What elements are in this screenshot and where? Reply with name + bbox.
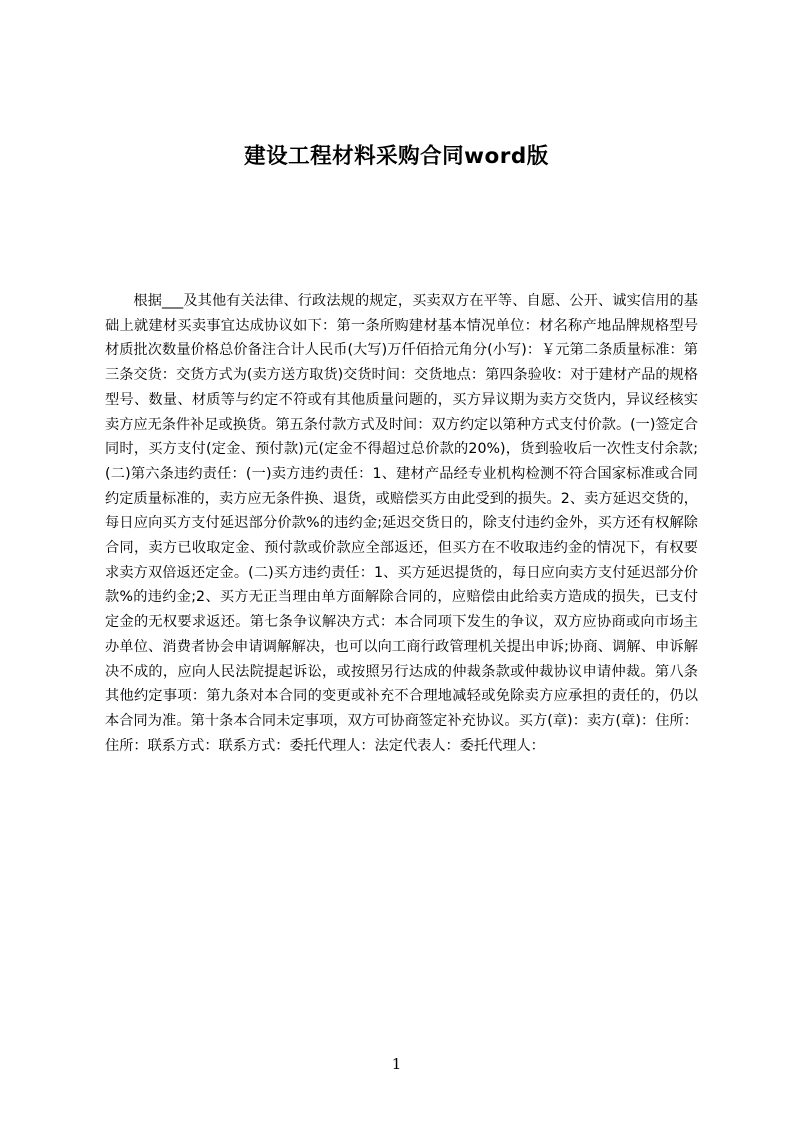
page-number: 1 [391, 1055, 402, 1073]
document-title: 建设工程材料采购合同word版 [244, 144, 549, 169]
contract-body-paragraph: 根据___及其他有关法律、行政法规的规定，买卖双方在平等、自愿、公开、诚实信用的基础上就建材买卖事宜达成协议如下：第一条所购建材基本情况单位：材名称产地品牌规格型号材质批次数量价格总价备注合计人民币(大写)万仟佰拾元角分(小写)：￥元第二条质量标准：第三条交货：交货方式为(卖方送方取货)交货时间：交货地点：第四条验收：对于建材产品的规格型号、数量、材质等与约定不符或有其他质量问题的，买方异议期为卖方交货内，异议经核实卖方应无条件补足或换货。第五条付款方式及时间：双方约定以第种方式支付价款。(一)签定合同时，买方支付(定金、预付款)元(定金不得超过总价款的20%)，货到验收后一次性支付余款;(二)第六条违约责任：(一)卖方违约责任：1、建材产品经专业机构检测不符合国家标准或合同约定质量标准的，卖方应无条件换、退货，或赔偿买方由此受到的损失。2、卖方延迟交货的，每日应向买方支付延迟部分价款%的违约金;延迟交货日的，除支付违约金外，买方还有权解除合同，卖方已收取定金、预付款或价款应全部返还，但买方在不收取违约金的情况下，有权要求卖方双倍返还定金。(二)买方违约责任：1、买方延迟提货的，每日应向卖方支付延迟部分价款%的违约金;2、买方无正当理由单方面解除合同的，应赔偿由此给卖方造成的损失，已支付定金的无权要求返还。第七条争议解决方式：本合同项下发生的争议，双方应协商或向市场主办单位、消费者协会申请调解解决，也可以向工商行政管理机关提出申诉;协商、调解、申诉解决不成的，应向人民法院提起诉讼，或按照另行达成的仲裁条款或仲裁协议申请仲裁。第八条其他约定事项：第九条对本合同的变更或补充不合理地减轻或免除卖方应承担的责任的，仍以本合同为准。第十条本合同未定事项，双方可协商签定补充协议。买方(章)：卖方(章)：住所：住所：联系方式：联系方式：委托代理人：法定代表人：委托代理人： [105, 293, 698, 754]
